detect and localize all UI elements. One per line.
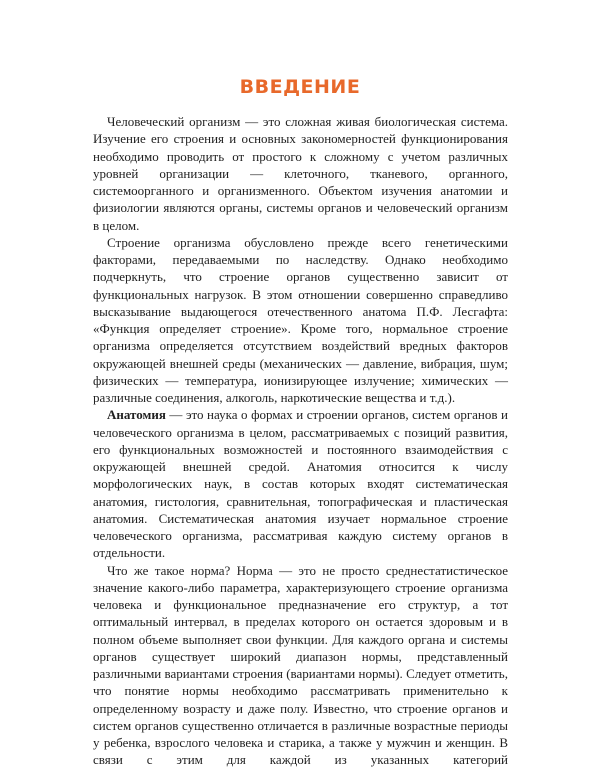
paragraph-text: Строение организма обусловлено прежде всего генетическими факторами, передаваемыми по наследству. Однако необходимо подчеркнуть, что строение органов существенно зависит от функциональных нагрузок. В этом отношении совершенно справедливо высказывание выдающегося отечественного анатома П.Ф. Лесгафта: «Функция определяет строение». Кроме того, нормальное строение организма определяется отсутствием воздействий вредных факторов окружающей внешней среды (механических — давление, вибрация, шум; физических — температура, ионизирующее излучение; химических — различные соединения, алкоголь, наркотические вещества и т.д.). bbox=[93, 234, 508, 405]
paragraph-2 bbox=[93, 234, 508, 407]
paragraph-text: Человеческий организм — это сложная живая биологическая система. Изучение его строения и основных закономерностей функционирования необходимо проводить от простого к сложному с учетом различных уровней организации — клеточного, тканевого, органного, системоорганного и организменного. Объектом изучения анатомии и физиологии являются органы, системы органов и человеческий организм в целом. bbox=[93, 114, 508, 233]
paragraph-text: — это наука о формах и строении органов, систем органов и человеческого организма в целом, рассматриваемых с позиций развития, его функциональных возможностей и постоянного взаимодействия с окружающей внешней средой. Анатомия относится к числу морфологических наук, в состав которых входят систематическая анатомия, гистология, сравнительная, топографическая и пластическая анатомия. Систематическая анатомия изучает нормальное строение человеческого организма, рассматривая каждую систему органов в отдельности. bbox=[93, 407, 508, 561]
term-anatomy: Анатомия bbox=[107, 407, 166, 423]
body-text bbox=[93, 113, 508, 769]
paragraph-text: Что же такое норма? Норма — это не просто среднестатистическое значение какого-либо параметра, характеризующего строение организма человека и функциональное предназначение его структур, а тот оптимальный интервал, в пределах которого он остается здоровым и в полном объеме выполняет свои функции. Для каждого органа и системы органов существует широкий диапазон нормы, представленный различными вариантами строения (вариантами нормы). Следует отметить, что понятие нормы необходимо рассматривать применительно к определенному возрасту и даже полу. Известно, что строение органов и систем органов существенно отличается в различные возрастные периоды у ребенка, взрослого человека и старика, а также у мужчин и женщин. В связи с этим для каждой из указанных категорий bbox=[93, 562, 508, 768]
paragraph-1 bbox=[93, 113, 508, 234]
paragraph-3 bbox=[93, 406, 508, 561]
paragraph-4 bbox=[93, 562, 508, 769]
page-title: ВВЕДЕНИЕ bbox=[239, 76, 361, 98]
